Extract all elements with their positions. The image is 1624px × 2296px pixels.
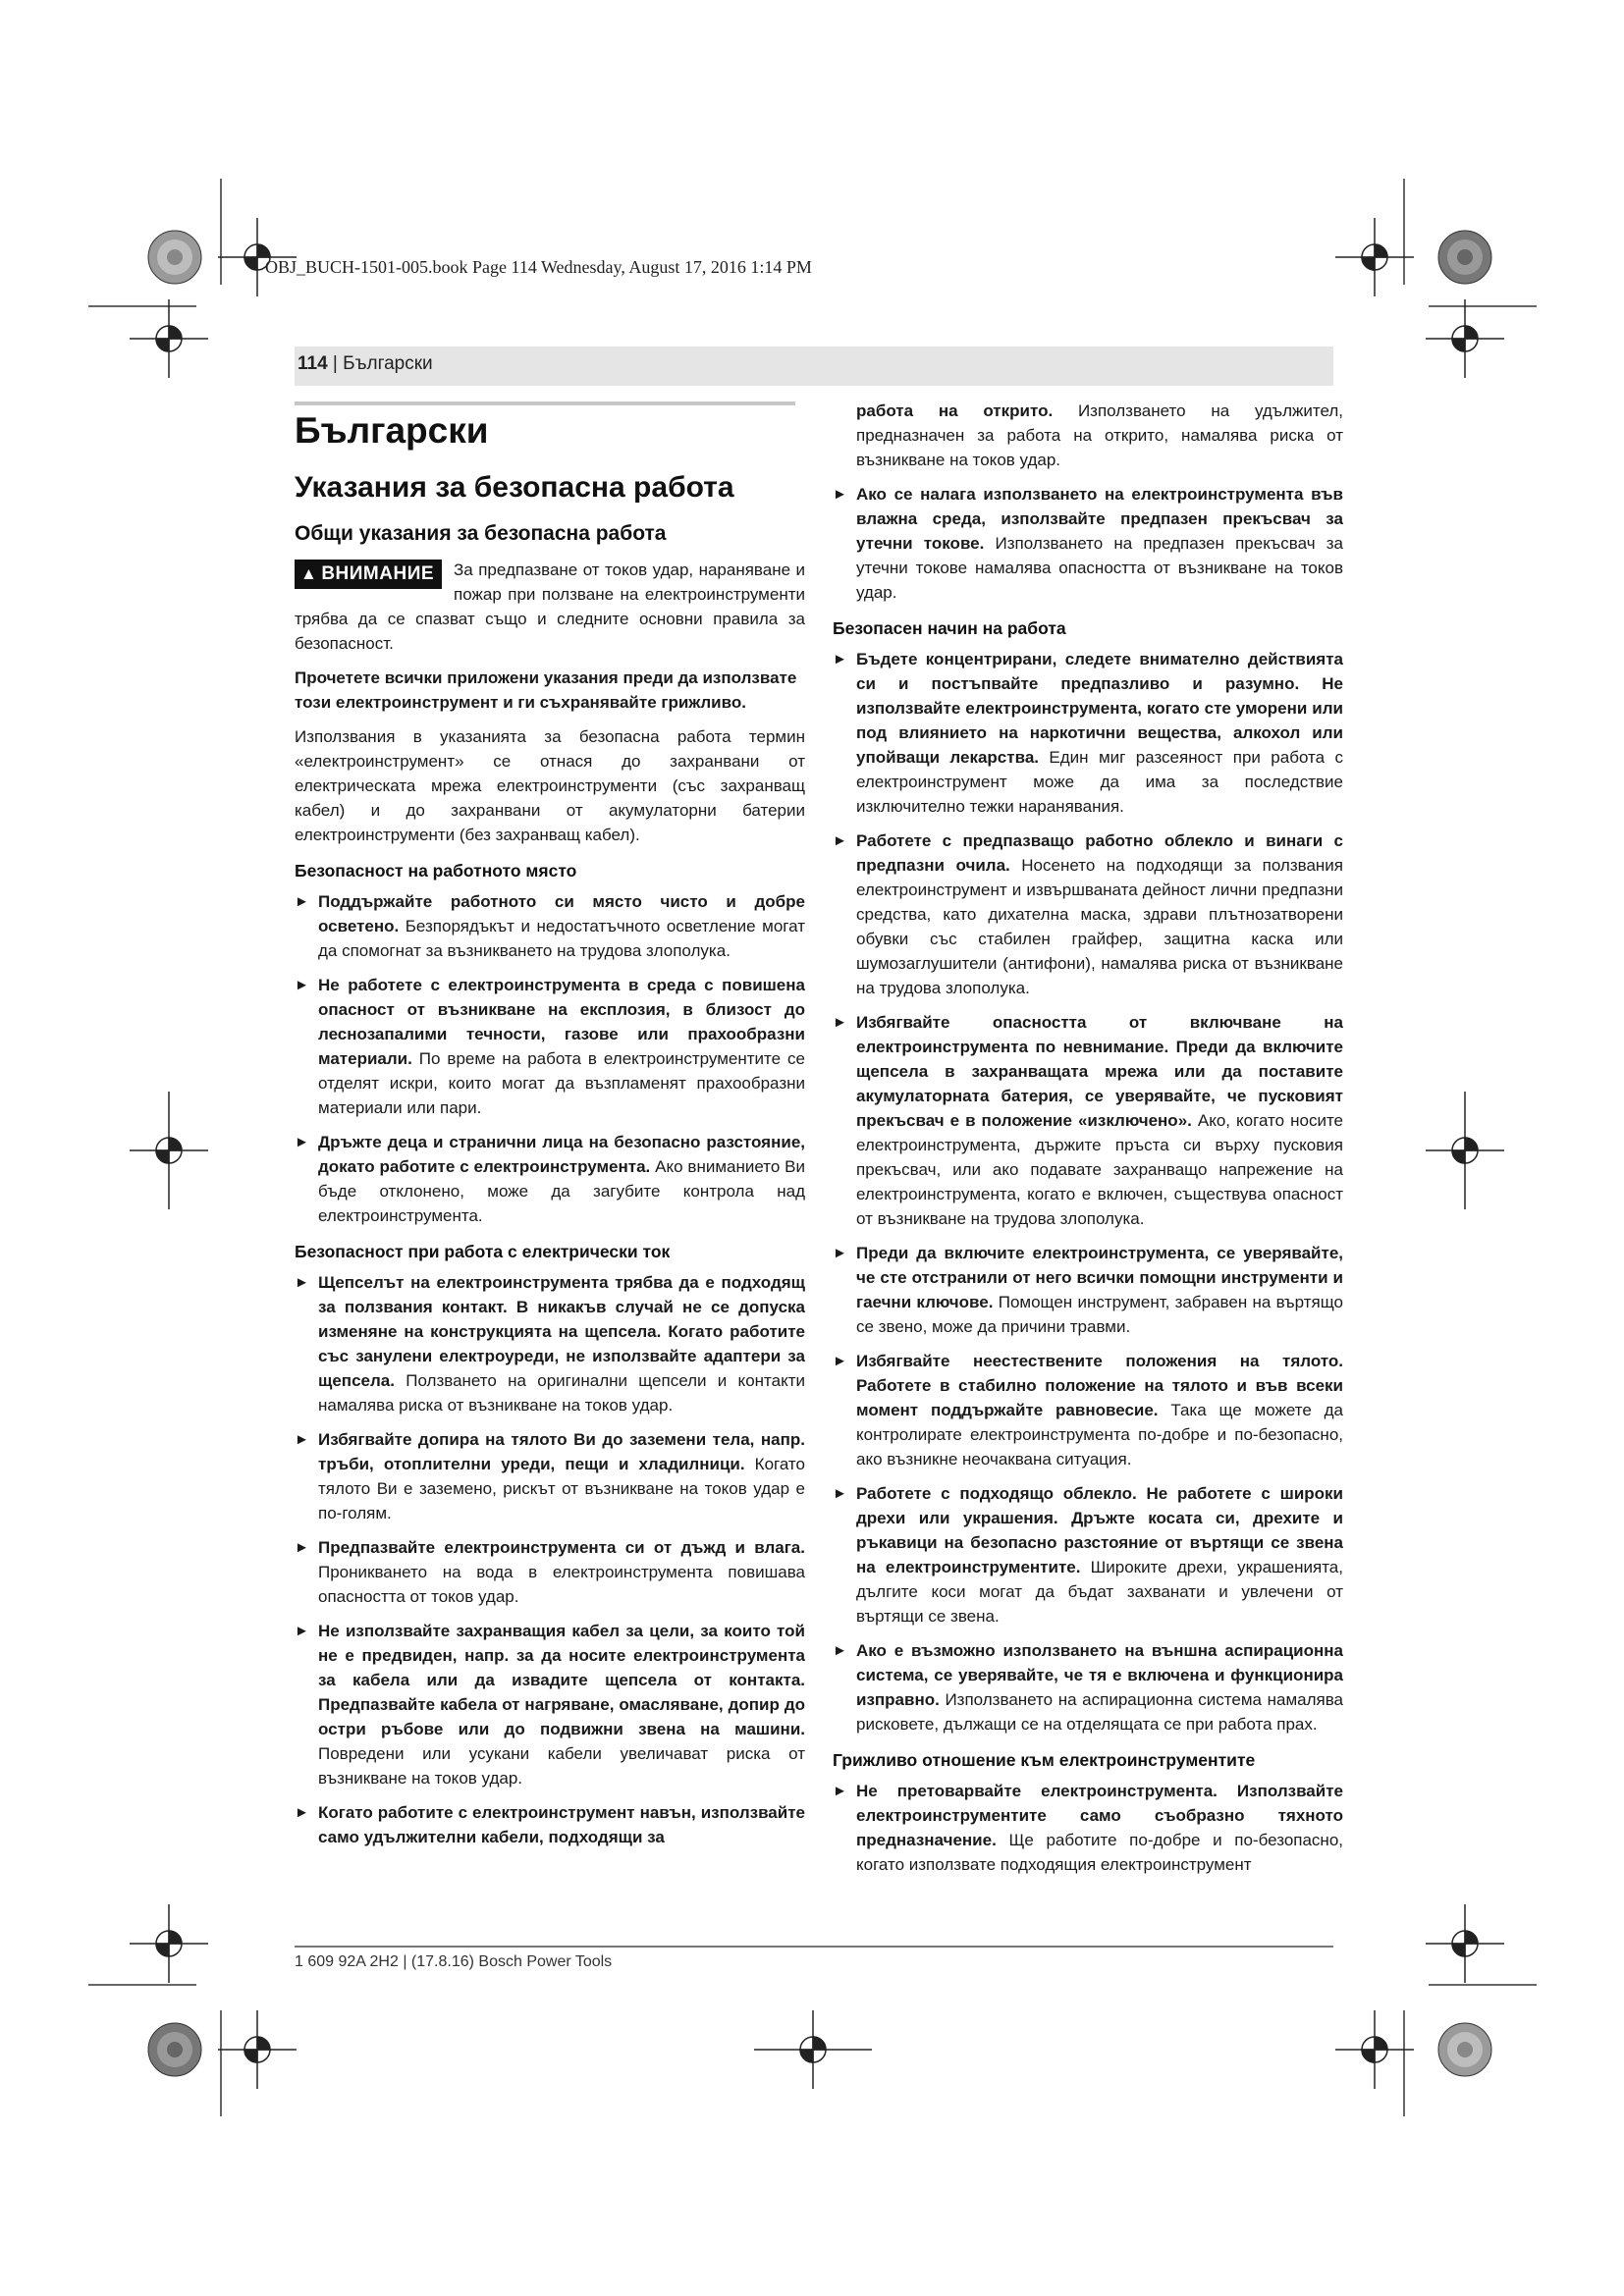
subsection-heading: Общи указания за безопасна работа <box>295 522 667 545</box>
list-item: ► Не работете с електроинструмента в среда с повишена опасност от възникване на експлозия, в близост до леснозапалими течности, газове или прахообразни материали. По време на работа в електроинструментите се отделят искри, които могат да възпламенят прахообразни материали или пари. <box>295 973 805 1120</box>
warning-triangle-icon: ▲ <box>300 564 318 583</box>
list-item: ► Работете с подходящо облекло. Не работете с широки дрехи или украшения. Дръжте косата си, дрехите и ръкавици на безопасно разстояние от въртящи се звена на електроинструментите. Широките дрехи, украшенията, дългите коси могат да бъдат захванати и увлечени от въртящи се звена. <box>833 1481 1343 1629</box>
safe-work-list <box>833 647 1343 1736</box>
bullet-arrow-icon: ► <box>295 1134 309 1150</box>
list-item: ► Избягвайте опасността от включване на електроинструмента по невнимание. Преди да включите щепсела в захранващата мрежа или да поставите акумулаторната батерия, се уверявайте, че пусковият прекъсвач е в положение «изключено». Ако, когато носите електроинструмента, държите пръста си върху пусковия прекъсвач, или ако подавате захранващо напрежение на електроинструмента, когато е включен, съществува опасност от възникване на трудова злополука. <box>833 1010 1343 1231</box>
bullet-arrow-icon: ► <box>833 1353 847 1369</box>
section-heading: Указания за безопасна работа <box>295 471 734 504</box>
list-item: ► Щепселът на електроинструмента трябва да е подходящ за ползвания контакт. В никакъв случай не се допуска изменяне на конструкцията на щепсела. Когато работите със занулени електроуреди, не използвайте адаптери за щепсела. Ползването на оригинални щепсели и контакти намалява риска от възникване на токов удар. <box>295 1270 805 1417</box>
list-item: ► Предпазвайте електроинструмента си от дъжд и влага. Проникването на вода в електроинструмента повишава опасността от токов удар. <box>295 1535 805 1609</box>
book-file-line: OBJ_BUCH-1501-005.book Page 114 Wednesday, August 17, 2016 1:14 PM <box>265 257 812 277</box>
warning-text: За предпазване от токов удар, нараняване и пожар при ползване на електроинструменти трябва да се спазват също и следните основни правила за безопасност. <box>295 561 805 653</box>
list-item: ► Когато работите с електроинструмент навън, използвайте само удължителни кабели, подходящи за <box>295 1800 805 1849</box>
warning-block <box>295 558 805 656</box>
header-separator: | <box>327 353 344 374</box>
bullet-arrow-icon: ► <box>295 1539 309 1556</box>
list-item: ► Работете с предпазващо работно облекло и винаги с предпазни очила. Носенето на подходящи за ползвания електроинструмент и извършваната дейност лични предпазни средства, като дихателна маска, здрави плътнозатворени обувки със стабилен грайфер, защитна каска или шумозаглушители (антифони), намалява риска от възникване на трудова злополука. <box>833 828 1343 1000</box>
bullet-arrow-icon: ► <box>295 893 309 910</box>
page-footer: 1 609 92A 2H2 | (17.8.16) Bosch Power Tools <box>295 1953 613 1970</box>
list-item: ► Поддържайте работното си място чисто и добре осветено. Безпорядъкът и недостатъчното осветление могат да спомогнат за възникването на трудова злополука. <box>295 889 805 963</box>
list-item: ► Избягвайте допира на тялото Ви до заземени тела, напр. тръби, отоплителни уреди, пещи и хладилници. Когато тялото Ви е заземено, рискът от възникване на токов удар е по-голям. <box>295 1427 805 1525</box>
electrical-heading: Безопасност при работа с електрически ток <box>295 1242 671 1261</box>
list-item: ► Дръжте деца и странични лица на безопасно разстояние, докато работите с електроинструмента. Ако вниманието Ви бъде отклонено, може да загубите контрола над електроинструмента. <box>295 1130 805 1228</box>
list-item: ► Бъдете концентрирани, следете внимателно действията си и постъпвайте предпазливо и разумно. Не използвайте електроинструмента, когато сте уморени или под влиянието на наркотични вещества, алкохол или упойващи лекарства. Един миг разсеяност при работа с електроинструмент може да има за последствие изключително тежки наранявания. <box>833 647 1343 819</box>
safe-work-heading: Безопасен начин на работа <box>833 618 1066 638</box>
bullet-arrow-icon: ► <box>295 1431 309 1448</box>
list-item: ► Ако е възможно използването на външна аспирационна система, се уверявайте, че тя е включена и функционира изправно. Използването на аспирационна система намалява рисковете, дължащи се на отделящата се при работа прах. <box>833 1638 1343 1736</box>
tool-care-heading: Грижливо отношение към електроинструментите <box>833 1750 1256 1770</box>
bullet-arrow-icon: ► <box>833 1642 847 1659</box>
list-item: ► Преди да включите електроинструмента, се уверявайте, че сте отстранили от него всички помощни инструменти и гаечни ключове. Помощен инструмент, забравен на въртящо се звено, може да причини травми. <box>833 1241 1343 1339</box>
bullet-arrow-icon: ► <box>833 1783 847 1799</box>
bullet-arrow-icon: ► <box>295 1274 309 1291</box>
term-definition: Използвания в указанията за безопасна работа термин «електроинструмент» се отнася до захранвани от електрическата мрежа електроинструменти (със захранващ кабел) и до захранвани от акумулаторни батерии електроинструменти (без захранващ кабел). <box>295 727 805 844</box>
page-title: Български <box>295 410 489 451</box>
page-header-bar <box>295 347 1333 386</box>
list-item: ► Не използвайте захранващия кабел за цели, за които той не е предвиден, напр. за да носите електроинструмента за кабела или да извадите щепсела от контакта. Предпазвайте кабела от нагряване, омасляване, допир до остри ръбове или до подвижни звена на машини. Повредени или усукани кабели увеличават риска от възникване на токов удар. <box>295 1619 805 1790</box>
workplace-list <box>295 889 805 1228</box>
right-column <box>833 397 1343 1887</box>
bullet-arrow-icon: ► <box>833 832 847 849</box>
bullet-arrow-icon: ► <box>295 1623 309 1639</box>
tool-care-list <box>833 1779 1343 1877</box>
bullet-arrow-icon: ► <box>833 1485 847 1502</box>
bullet-arrow-icon: ► <box>833 1245 847 1261</box>
bullet-arrow-icon: ► <box>833 651 847 667</box>
bullet-arrow-icon: ► <box>833 486 847 503</box>
bullet-arrow-icon: ► <box>295 1804 309 1821</box>
footer-rule <box>295 1946 1333 1948</box>
list-item: ► Ако се налага използването на електроинструмента във влажна среда, използвайте предпазен прекъсвач за утечни токове. Използването на предпазен прекъсвач за утечни токове намалява опасността от възникване на токов удар. <box>833 482 1343 605</box>
bullet-arrow-icon: ► <box>295 977 309 993</box>
list-item: ► Избягвайте неестествените положения на тялото. Работете в стабилно положение на тялото и във всеки момент поддържайте равновесие. Така ще можете да контролирате електроинструмента по-добре и по-безопасно, ако възникне неочаквана ситуация. <box>833 1349 1343 1471</box>
continued-paragraph: работа на открито. Използването на удължител, предназначен за работа на открито, намалява риска от възникване на токов удар. <box>856 401 1343 469</box>
header-language: Български <box>343 353 433 374</box>
page-number: 114 <box>298 353 328 374</box>
page-header <box>298 353 433 375</box>
workplace-heading: Безопасност на работното място <box>295 861 577 881</box>
read-all-instructions: Прочетете всички приложени указания преди да използвате този електроинструмент и ги съхранявайте грижливо. <box>295 668 797 712</box>
list-item: ► Не претоварвайте електроинструмента. Използвайте електроинструментите само съобразно тяхното предназначение. Ще работите по-добре и по-безопасно, когато използвате подходящия електроинструмент <box>833 1779 1343 1877</box>
electrical-list <box>295 1270 805 1849</box>
left-column <box>295 397 805 1859</box>
warning-badge: ▲ ВНИМАНИЕ <box>295 560 442 589</box>
bullet-arrow-icon: ► <box>833 1014 847 1031</box>
